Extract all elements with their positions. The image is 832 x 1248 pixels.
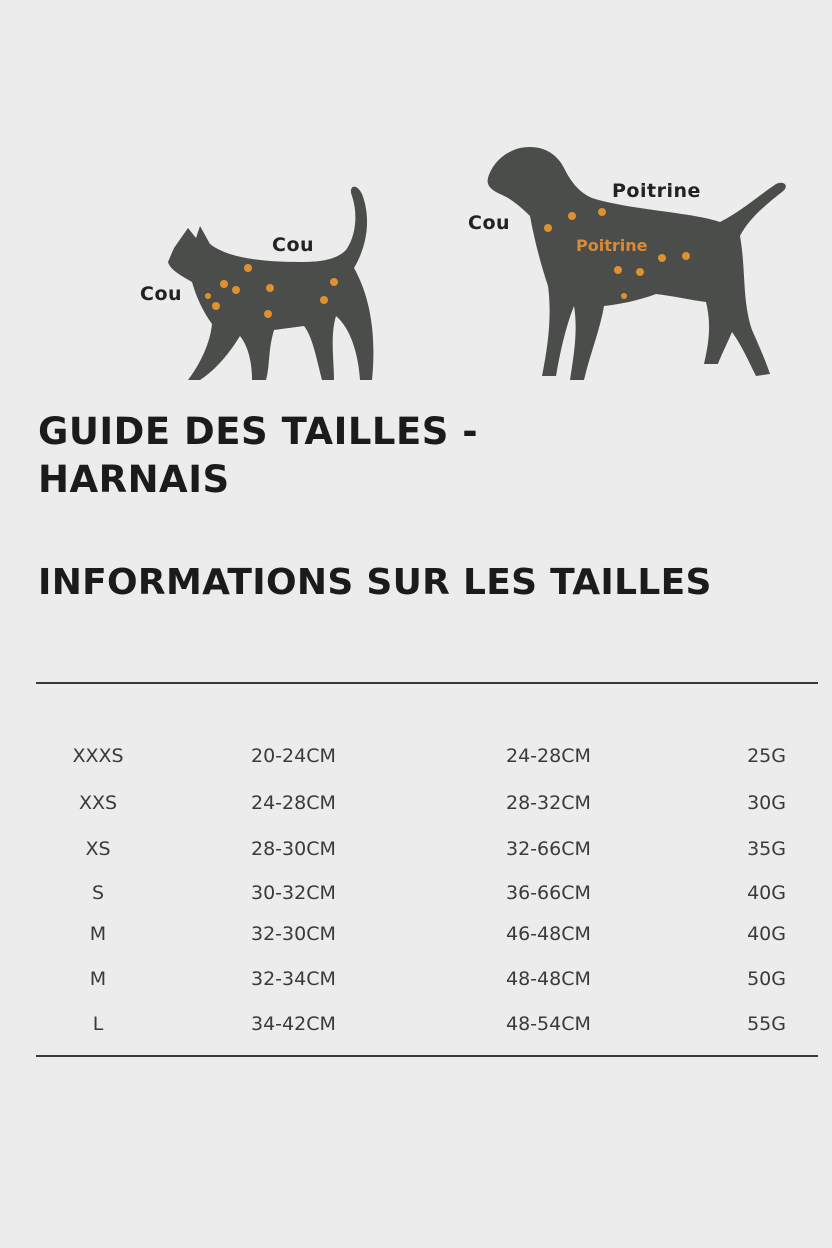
cat-neck-label: Cou (140, 283, 183, 305)
size-cell: M (89, 968, 107, 990)
chest-cell: 48-54CM (506, 1013, 591, 1035)
dog-chest-label: Poitrine (612, 180, 701, 202)
table-row (36, 792, 818, 822)
weight-cell: 40G (747, 882, 786, 904)
neck-cell: 32-30CM (251, 923, 336, 945)
weight-cell: 30G (747, 792, 786, 814)
table-row (36, 838, 818, 868)
table-row (36, 745, 818, 775)
weight-cell: 55G (747, 1013, 786, 1035)
table-bottom-divider (36, 1055, 818, 1057)
size-cell: M (89, 923, 107, 945)
table-top-divider (36, 682, 818, 684)
table-row (36, 923, 818, 953)
weight-cell: 40G (747, 923, 786, 945)
size-cell: L (92, 1013, 104, 1035)
table-row (36, 1013, 818, 1043)
chest-cell: 46-48CM (506, 923, 591, 945)
dog-chest-inner-label: Poitrine (576, 236, 648, 255)
page-title (38, 408, 558, 504)
pet-measurement-illustration (0, 0, 832, 400)
neck-cell: 32-34CM (251, 968, 336, 990)
size-cell: XXXS (72, 745, 124, 767)
table-row (36, 882, 818, 912)
neck-cell: 28-30CM (251, 838, 336, 860)
size-cell: XS (85, 838, 111, 860)
chest-cell: 32-66CM (506, 838, 591, 860)
weight-cell: 50G (747, 968, 786, 990)
table-row (36, 968, 818, 998)
chest-cell: 36-66CM (506, 882, 591, 904)
weight-cell: 35G (747, 838, 786, 860)
chest-cell: 24-28CM (506, 745, 591, 767)
neck-cell: 20-24CM (251, 745, 336, 767)
neck-cell: 24-28CM (251, 792, 336, 814)
page-title-line-2: HARNAIS (38, 458, 230, 501)
chest-cell: 48-48CM (506, 968, 591, 990)
cat-neck-inner-label: Cou (272, 234, 315, 256)
dog-neck-label: Cou (468, 212, 511, 234)
cat-silhouette (168, 187, 373, 380)
weight-cell: 25G (747, 745, 786, 767)
section-subtitle: INFORMATIONS SUR LES TAILLES (38, 562, 712, 603)
neck-cell: 30-32CM (251, 882, 336, 904)
chest-cell: 28-32CM (506, 792, 591, 814)
page-title-line-1: GUIDE DES TAILLES - (38, 410, 479, 453)
size-cell: XXS (78, 792, 118, 814)
size-cell: S (91, 882, 105, 904)
pet-silhouettes-graphic (0, 0, 832, 400)
neck-cell: 34-42CM (251, 1013, 336, 1035)
